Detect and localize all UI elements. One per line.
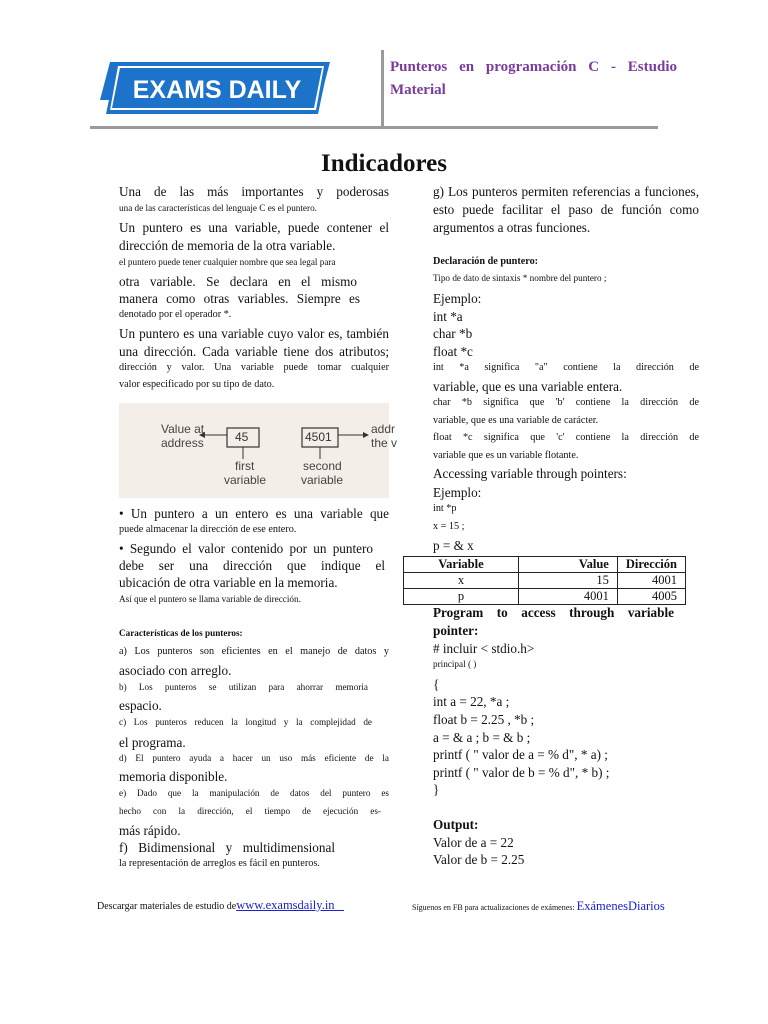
section-heading: Características de los punteros: [119, 628, 243, 638]
text-line: variable, que es una variable entera. [433, 379, 623, 394]
code-line: principal ( ) [433, 659, 477, 669]
text-line: una de las características del lenguaje C es el puntero. [119, 203, 317, 213]
text-line: espacio. [119, 698, 162, 713]
footer-right-text: Síguenos en FB para actualizaciones de exámenes: [412, 903, 575, 912]
text-line: argumentos a otras funciones. [433, 220, 591, 235]
code-line: a = & a ; b = & b ; [433, 730, 531, 745]
exams-daily-logo [100, 56, 330, 120]
text-line: Así que el puntero se llama variable de dirección. [119, 594, 301, 604]
text-line: asociado con arreglo. [119, 663, 232, 678]
diagram-box-value: 4501 [305, 430, 332, 444]
text-line: puede almacenar la dirección de ese entero. [119, 524, 297, 535]
table-header: Dirección [617, 557, 685, 573]
table-cell: p [404, 589, 519, 605]
code-line: { [433, 677, 440, 692]
diagram-label: the v [371, 436, 398, 450]
footer-left-text: Descargar materiales de estudio de [97, 901, 237, 912]
text-line: una dirección. Cada variable tiene dos atributos; [119, 344, 389, 359]
code-line: # incluir < stdio.h> [433, 641, 535, 656]
list-item: e) Dado que la manipulación de datos del puntero es [119, 788, 389, 798]
diagram-label: Value at [161, 422, 205, 436]
text-line: el programa. [119, 735, 186, 750]
text-line: float *c significa que 'c' contiene la dirección de [433, 432, 699, 443]
diagram-label: second [303, 459, 342, 473]
header-divider-horizontal [90, 126, 658, 129]
list-item: d) El puntero ayuda a hacer un uso más eficiente de la [119, 753, 389, 763]
diagram-label: address [161, 436, 204, 450]
text-line: Ejemplo: [433, 485, 482, 500]
text-line: variable que es un variable flotante. [433, 450, 579, 461]
list-item: f) Bidimensional y multidimensional [119, 840, 335, 855]
code-line: float b = 2.25 , *b ; [433, 712, 535, 727]
table-header: Variable [404, 557, 519, 573]
text-line: Un puntero es una variable cuyo valor es, también [119, 326, 389, 341]
text-line: la representación de arreglos es fácil en punteros. [119, 858, 320, 869]
code-line: p = & x [433, 538, 474, 553]
text-line: variable, que es una variable de carácter. [433, 415, 599, 426]
text-line: debe ser una dirección que indique el [119, 558, 385, 573]
code-line: int *a [433, 309, 463, 324]
section-heading: pointer: [433, 623, 479, 638]
diagram-box-value: 45 [235, 430, 249, 444]
output-line: Valor de b = 2.25 [433, 852, 525, 867]
text-line: Ejemplo: [433, 291, 482, 306]
header-divider-vertical [381, 50, 384, 128]
code-line: float *c [433, 344, 473, 359]
pointer-memory-diagram [119, 403, 398, 498]
text-line: más rápido. [119, 823, 181, 838]
table-cell: x [404, 573, 519, 589]
pointer-value-table [403, 556, 686, 605]
code-line: printf ( " valor de b = % d", * b) ; [433, 765, 610, 780]
table-row [404, 589, 686, 605]
examsdaily-link[interactable]: www.examsdaily.in [236, 898, 335, 912]
list-item: c) Los punteros reducen la longitud y la complejidad de [119, 717, 372, 727]
section-heading: Output: [433, 817, 479, 832]
code-line: char *b [433, 326, 473, 341]
text-line: ubicación de otra variable en la memoria. [119, 575, 338, 590]
diagram-label: variable [224, 473, 267, 487]
table-cell: 15 [518, 573, 617, 589]
code-line: x = 15 ; [433, 521, 465, 532]
text-line: valor especificado por su tipo de dato. [119, 379, 275, 390]
table-cell: 4001 [518, 589, 617, 605]
bullet-line: • Segundo el valor contenido por un puntero [119, 541, 373, 556]
text-line: dirección de memoria de la otra variable. [119, 238, 336, 253]
text-line: dirección y valor. Una variable puede tomar cualquier [119, 362, 389, 373]
text-line: Accessing variable through pointers: [433, 466, 627, 481]
list-item: b) Los punteros se utilizan para ahorrar memoria [119, 682, 368, 692]
section-heading: Declaración de puntero: [433, 256, 539, 267]
document-subject: Punteros en programación C - Estudio Material [390, 59, 677, 98]
text-line: el puntero puede tener cualquier nombre que sea legal para [119, 257, 336, 267]
text-line: Tipo de dato de sintaxis * nombre del puntero ; [433, 273, 607, 283]
diagram-label: variable [301, 473, 344, 487]
text-line: denotado por el operador *. [119, 309, 232, 320]
table-row [404, 573, 686, 589]
output-line: Valor de a = 22 [433, 835, 514, 850]
page-title: Indicadores [321, 150, 447, 177]
text-line: g) Los punteros permiten referencias a funciones, [433, 184, 699, 199]
section-heading: Program to access through variable [433, 605, 674, 620]
text-line: char *b significa que 'b' contiene la dirección de [433, 397, 699, 408]
diagram-label: addr [371, 422, 396, 436]
text-line: otra variable. Se declara en el mismo [119, 274, 357, 289]
table-header: Value [518, 557, 617, 573]
code-line: printf ( " valor de a = % d", * a) ; [433, 747, 608, 762]
svg-text:EXAMS DAILY: EXAMS DAILY [132, 76, 302, 104]
text-line: Un puntero es una variable, puede contener el [119, 220, 389, 235]
code-line: } [433, 782, 440, 797]
diagram-label: first [235, 459, 255, 473]
bullet-line: • Un puntero a un entero es una variable que [119, 506, 389, 521]
code-line: int a = 22, *a ; [433, 694, 510, 709]
text-line: Una de las más importantes y poderosas [119, 184, 389, 199]
footer-left [97, 898, 344, 913]
text-line: hecho con la dirección, el tiempo de ejecución es- [119, 806, 381, 816]
examenesdiarios-link[interactable]: ExámenesDiarios [576, 899, 665, 913]
text-line: esto puede facilitar el paso de función como [433, 202, 699, 217]
text-line: manera como otras variables. Siempre es [119, 291, 360, 306]
list-item: a) Los punteros son eficientes en el manejo de datos y [119, 646, 389, 657]
text-line: memoria disponible. [119, 769, 228, 784]
code-line: int *p [433, 503, 457, 514]
footer-right [412, 899, 665, 913]
table-cell: 4001 [617, 573, 685, 589]
table-cell: 4005 [617, 589, 685, 605]
text-line: int *a significa "a" contiene la dirección de [433, 362, 699, 373]
